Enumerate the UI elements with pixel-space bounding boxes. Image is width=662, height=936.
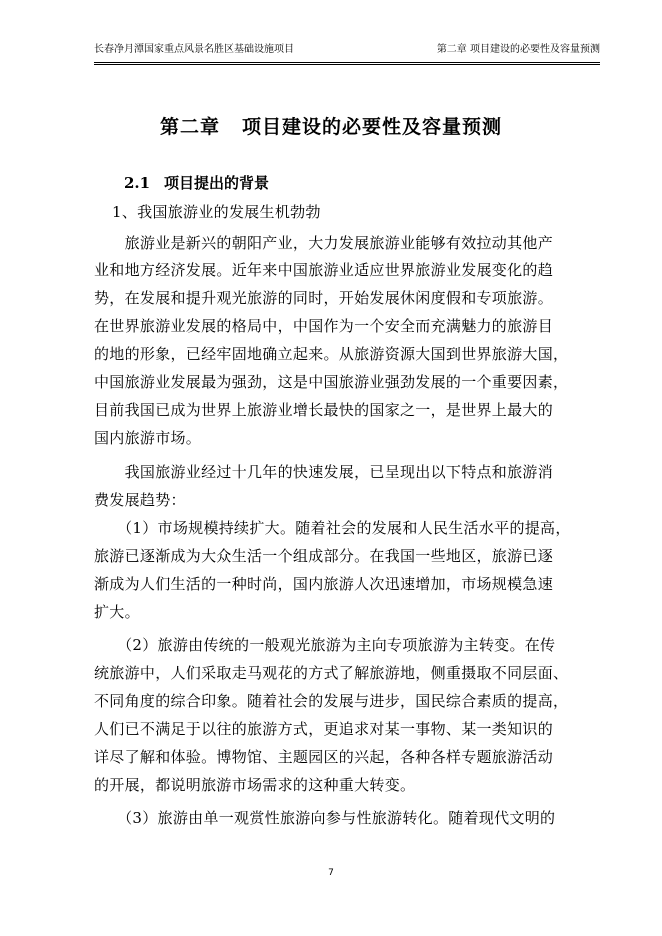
body-line: 详尽了解和体验。博物馆、主题园区的兴起，各种各样专题旅游活动 (94, 748, 554, 766)
running-header (94, 43, 600, 57)
chapter-number: 第二章 (159, 116, 220, 138)
body-line: 业和地方经济发展。近年来中国旅游业适应世界旅游业发展变化的趋 (94, 261, 554, 279)
body-line: 的地的形象，已经牢固地确立起来。从旅游资源大国到世界旅游大国， (94, 345, 569, 363)
body-line: 不同角度的综合印象。随着社会的发展与进步，国民综合素质的提高， (94, 692, 569, 710)
body-line: 渐成为人们生活的一种时尚，国内旅游人次迅速增加，市场规模急速 (94, 575, 554, 593)
section-number: 2.1 (124, 174, 151, 192)
body-line: 目前我国已成为世界上旅游业增长最快的国家之一，是世界上最大的 (94, 401, 554, 419)
body-line: 国内旅游市场。 (94, 429, 202, 447)
body-line: 统旅游中，人们采取走马观花的方式了解旅游地，侧重摄取不同层面、 (94, 664, 569, 682)
body-line: 旅游业是新兴的朝阳产业，大力发展旅游业能够有效拉动其他产 (94, 234, 554, 252)
header-chapter-name: 第二章 项目建设的必要性及容量预测 (436, 44, 600, 55)
body-line: 的开展，都说明旅游市场需求的这种重大转变。 (94, 776, 416, 794)
body-line: 中国旅游业发展最为强劲，这是中国旅游业强劲发展的一个重要因素， (94, 373, 569, 391)
page-number: 7 (328, 868, 334, 878)
header-rule (94, 62, 600, 63)
body-line: 我国旅游业经过十几年的快速发展，已呈现出以下特点和旅游消 (94, 463, 554, 481)
chapter-title (0, 112, 662, 139)
body-line: 扩大。 (94, 603, 140, 621)
body-line: （3）旅游由单一观赏性旅游向参与性旅游转化。随着现代文明的 (94, 809, 556, 827)
body-line: 人们已不满足于以往的旅游方式，更追求对某一事物、某一类知识的 (94, 720, 554, 738)
body-line: 在世界旅游业发展的格局中，中国作为一个安全而充满魅力的旅游目 (94, 317, 554, 335)
body-line: （1）市场规模持续扩大。随着社会的发展和人民生活水平的提高， (94, 519, 571, 537)
body-line: （2）旅游由传统的一般观光旅游为主向专项旅游为主转变。在传 (94, 636, 556, 654)
section-title-text: 项目提出的背景 (164, 174, 270, 192)
body-line: 势，在发展和提升观光旅游的同时，开始发展休闲度假和专项旅游。 (94, 289, 554, 307)
chapter-title-text: 项目建设的必要性及容量预测 (242, 116, 503, 138)
header-project-name: 长春净月潭国家重点风景名胜区基础设施项目 (94, 44, 294, 55)
body-line: 旅游已逐渐成为大众生活一个组成部分。在我国一些地区，旅游已逐 (94, 547, 554, 565)
body-line: 费发展趋势： (94, 491, 186, 509)
header-rule-secondary (94, 64, 600, 65)
section-heading (124, 172, 269, 193)
body-line: 1、我国旅游业的发展生机勃勃 (112, 203, 321, 221)
